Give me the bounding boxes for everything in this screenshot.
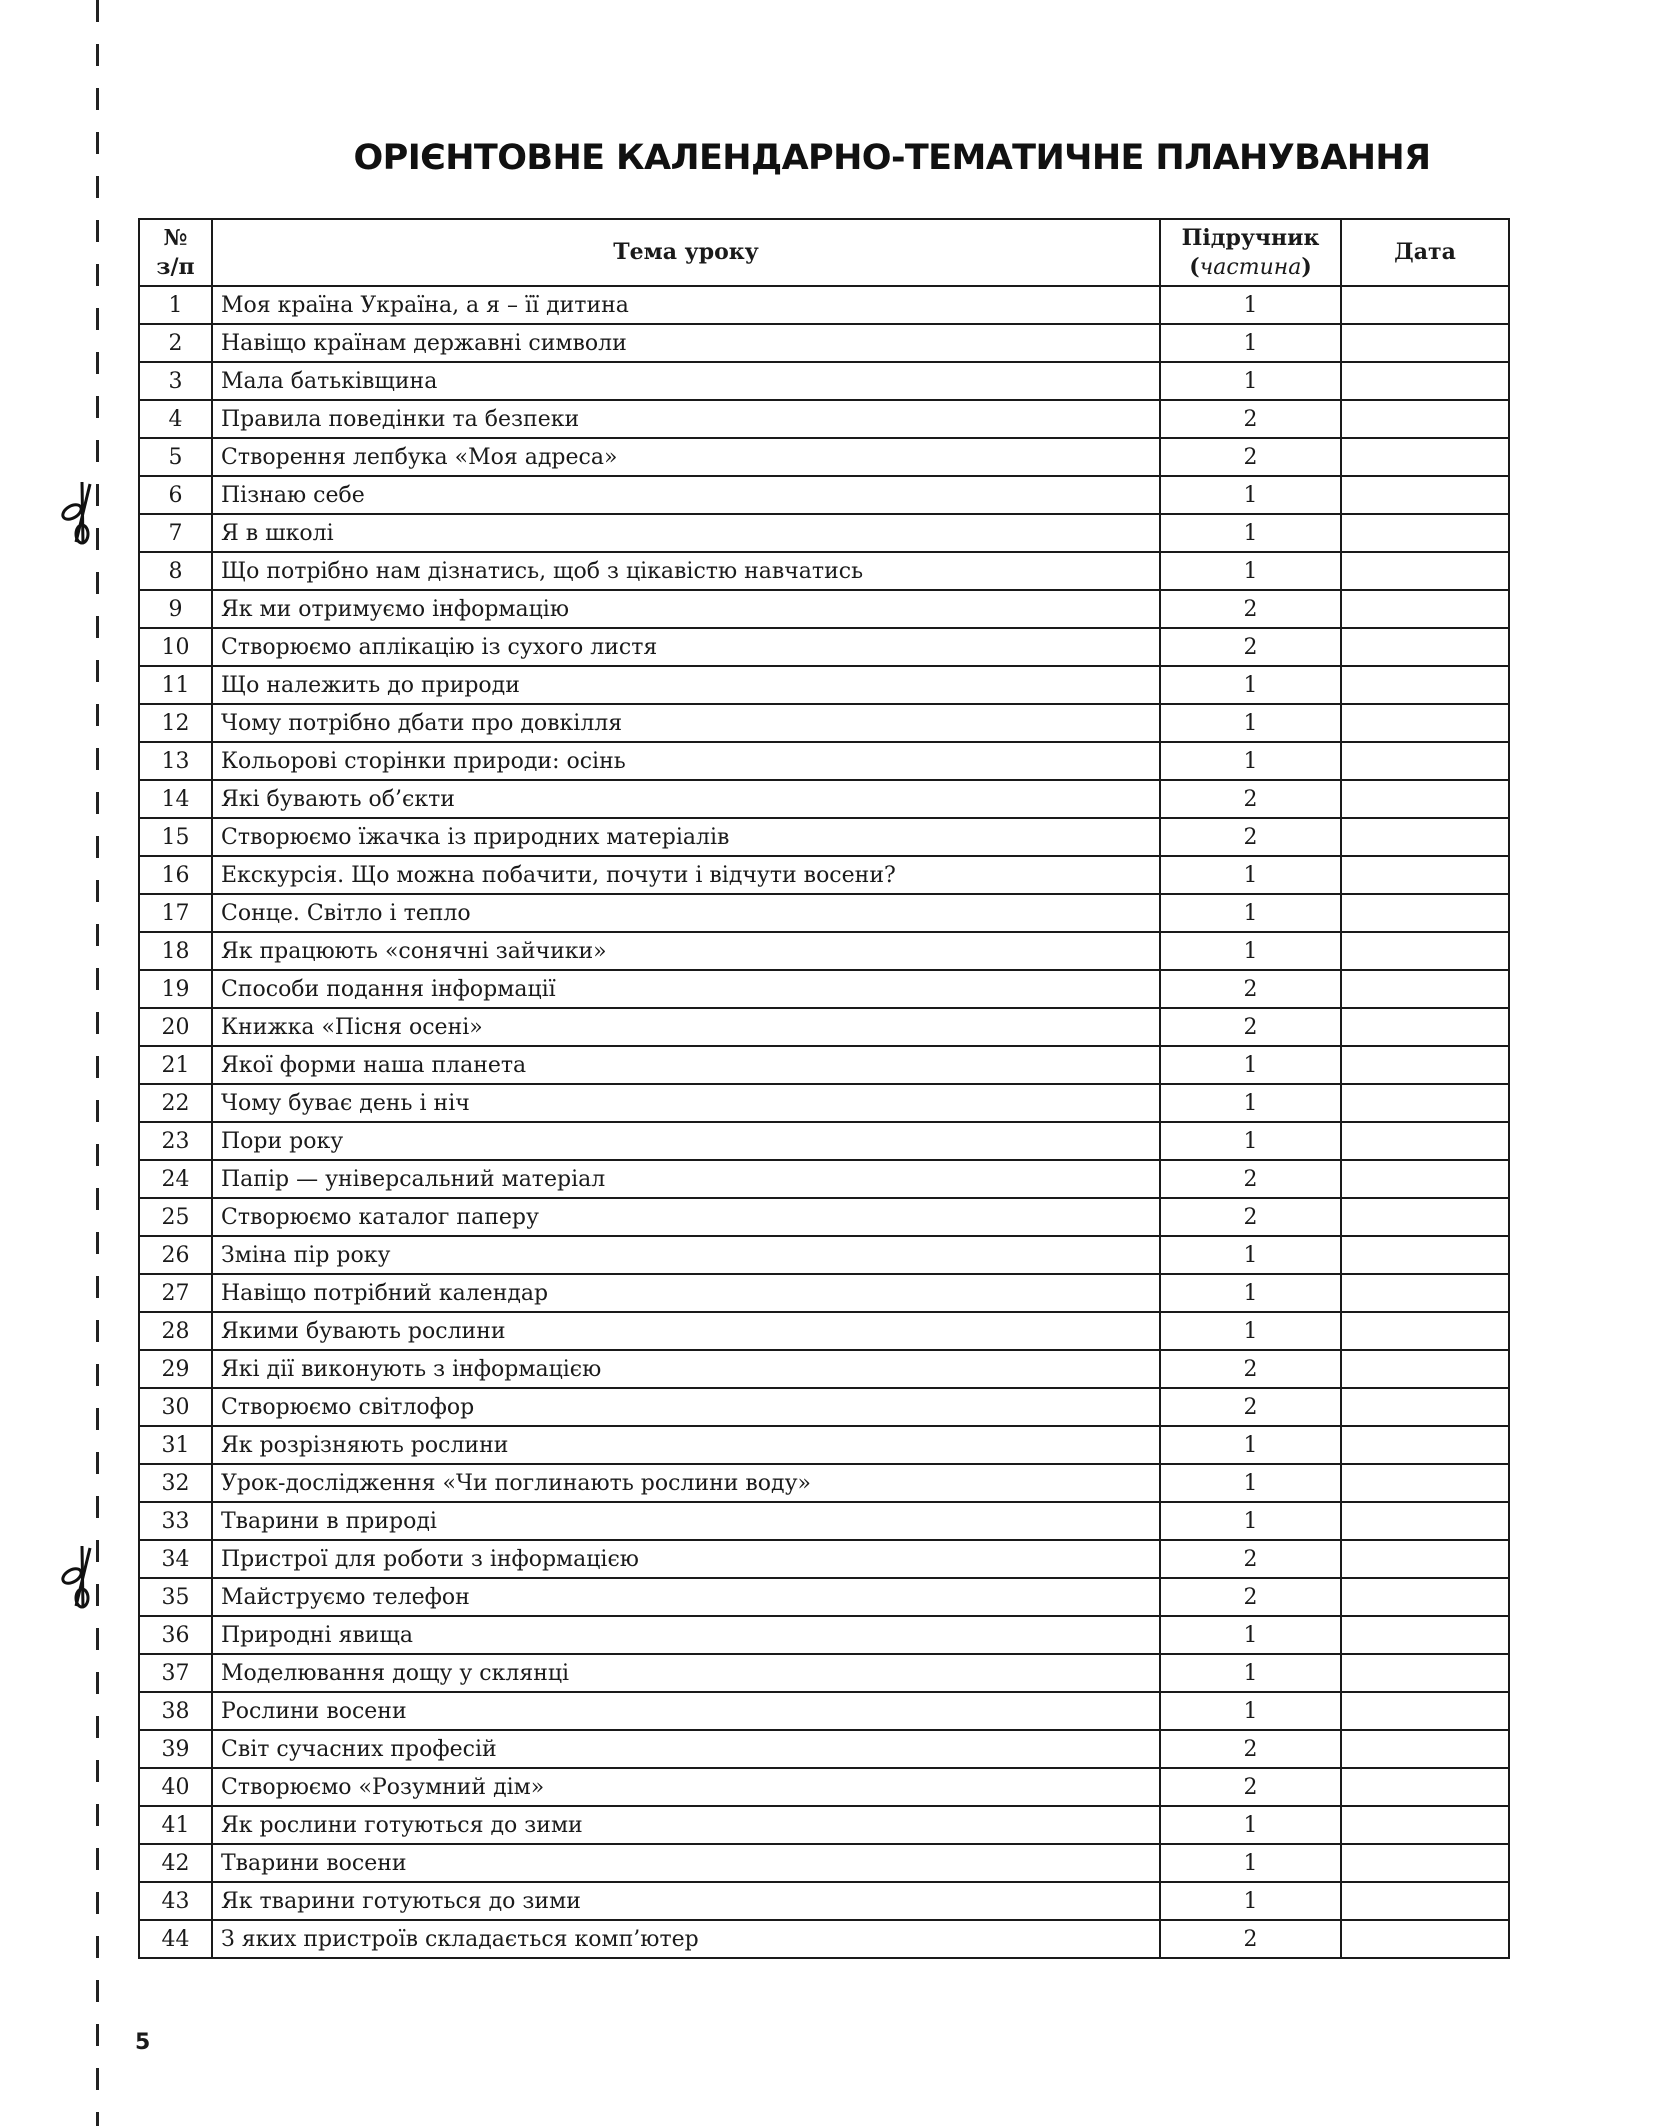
row-date-cell[interactable]: [1341, 1844, 1509, 1882]
row-topic-cell: Що потрібно нам дізнатись, щоб з цікавістю навчатись: [212, 552, 1160, 590]
row-number-cell: 35: [139, 1578, 212, 1616]
table-row: [139, 1692, 1509, 1730]
table-row: [139, 400, 1509, 438]
row-topic-cell: Моделювання дощу у склянці: [212, 1654, 1160, 1692]
table-row: [139, 780, 1509, 818]
row-topic-cell: Тварини восени: [212, 1844, 1160, 1882]
table-row: [139, 324, 1509, 362]
row-date-cell[interactable]: [1341, 1502, 1509, 1540]
row-textbook-part-cell: 1: [1160, 1806, 1341, 1844]
row-topic-cell: Які бувають об’єкти: [212, 780, 1160, 818]
planning-table: [138, 218, 1510, 1959]
row-number-cell: 8: [139, 552, 212, 590]
row-textbook-part-cell: 1: [1160, 1084, 1341, 1122]
row-topic-cell: Як працюють «сонячні зайчики»: [212, 932, 1160, 970]
row-topic-cell: Чому потрібно дбати про довкілля: [212, 704, 1160, 742]
table-row: [139, 1920, 1509, 1958]
row-date-cell[interactable]: [1341, 1388, 1509, 1426]
row-topic-cell: Тварини в природі: [212, 1502, 1160, 1540]
row-date-cell[interactable]: [1341, 1464, 1509, 1502]
table-row: [139, 628, 1509, 666]
table-row: [139, 286, 1509, 324]
table-row: [139, 362, 1509, 400]
table-row: [139, 1768, 1509, 1806]
row-date-cell[interactable]: [1341, 1692, 1509, 1730]
row-topic-cell: Зміна пір року: [212, 1236, 1160, 1274]
row-textbook-part-cell: 2: [1160, 1920, 1341, 1958]
row-number-cell: 3: [139, 362, 212, 400]
table-row: [139, 856, 1509, 894]
row-textbook-part-cell: 2: [1160, 1578, 1341, 1616]
row-topic-cell: Урок-дослідження «Чи поглинають рослини воду»: [212, 1464, 1160, 1502]
row-number-cell: 9: [139, 590, 212, 628]
row-textbook-part-cell: 2: [1160, 1730, 1341, 1768]
table-row: [139, 1350, 1509, 1388]
row-topic-cell: Моя країна Україна, а я – її дитина: [212, 286, 1160, 324]
table-row: [139, 1426, 1509, 1464]
row-number-cell: 43: [139, 1882, 212, 1920]
table-row: [139, 1274, 1509, 1312]
header-number-abbr: з/п: [156, 253, 195, 280]
row-textbook-part-cell: 2: [1160, 818, 1341, 856]
row-number-cell: 33: [139, 1502, 212, 1540]
table-row: [139, 1730, 1509, 1768]
row-topic-cell: Світ сучасних професій: [212, 1730, 1160, 1768]
row-date-cell[interactable]: [1341, 286, 1509, 324]
table-row: [139, 1236, 1509, 1274]
row-date-cell[interactable]: [1341, 856, 1509, 894]
row-number-cell: 42: [139, 1844, 212, 1882]
row-number-cell: 19: [139, 970, 212, 1008]
row-topic-cell: Кольорові сторінки природи: осінь: [212, 742, 1160, 780]
header-textbook: Підручник (частина): [1160, 219, 1341, 286]
row-textbook-part-cell: 2: [1160, 438, 1341, 476]
table-row: [139, 1464, 1509, 1502]
table-row: [139, 1160, 1509, 1198]
row-date-cell[interactable]: [1341, 1882, 1509, 1920]
row-textbook-part-cell: 1: [1160, 1502, 1341, 1540]
row-number-cell: 18: [139, 932, 212, 970]
row-date-cell[interactable]: [1341, 1046, 1509, 1084]
row-textbook-part-cell: 2: [1160, 1350, 1341, 1388]
table-row: [139, 1008, 1509, 1046]
row-textbook-part-cell: 2: [1160, 1388, 1341, 1426]
row-number-cell: 28: [139, 1312, 212, 1350]
table-row: [139, 742, 1509, 780]
row-topic-cell: Рослини восени: [212, 1692, 1160, 1730]
row-date-cell[interactable]: [1341, 704, 1509, 742]
row-date-cell[interactable]: [1341, 1274, 1509, 1312]
row-number-cell: 26: [139, 1236, 212, 1274]
row-number-cell: 10: [139, 628, 212, 666]
row-number-cell: 41: [139, 1806, 212, 1844]
row-number-cell: 7: [139, 514, 212, 552]
row-topic-cell: Мала батьківщина: [212, 362, 1160, 400]
row-textbook-part-cell: 2: [1160, 590, 1341, 628]
row-date-cell[interactable]: [1341, 628, 1509, 666]
header-number: [139, 219, 212, 286]
row-textbook-part-cell: 1: [1160, 894, 1341, 932]
row-topic-cell: Способи подання інформації: [212, 970, 1160, 1008]
row-date-cell[interactable]: [1341, 400, 1509, 438]
row-textbook-part-cell: 2: [1160, 1540, 1341, 1578]
row-date-cell[interactable]: [1341, 1312, 1509, 1350]
row-topic-cell: Майструємо телефон: [212, 1578, 1160, 1616]
row-date-cell[interactable]: [1341, 1198, 1509, 1236]
table-row: [139, 1882, 1509, 1920]
row-topic-cell: Створюємо каталог паперу: [212, 1198, 1160, 1236]
row-date-cell[interactable]: [1341, 514, 1509, 552]
row-number-cell: 24: [139, 1160, 212, 1198]
row-topic-cell: Навіщо країнам державні символи: [212, 324, 1160, 362]
row-textbook-part-cell: 1: [1160, 286, 1341, 324]
row-date-cell[interactable]: [1341, 894, 1509, 932]
row-date-cell[interactable]: [1341, 1236, 1509, 1274]
table-row: [139, 704, 1509, 742]
row-date-cell[interactable]: [1341, 362, 1509, 400]
row-date-cell[interactable]: [1341, 1616, 1509, 1654]
row-textbook-part-cell: 1: [1160, 514, 1341, 552]
row-topic-cell: Пристрої для роботи з інформацією: [212, 1540, 1160, 1578]
header-number-symbol: №: [163, 224, 188, 251]
row-number-cell: 37: [139, 1654, 212, 1692]
row-textbook-part-cell: 2: [1160, 780, 1341, 818]
row-number-cell: 11: [139, 666, 212, 704]
row-topic-cell: Створюємо «Розумний дім»: [212, 1768, 1160, 1806]
row-number-cell: 27: [139, 1274, 212, 1312]
row-date-cell[interactable]: [1341, 476, 1509, 514]
row-textbook-part-cell: 1: [1160, 1692, 1341, 1730]
row-topic-cell: Як розрізняють рослини: [212, 1426, 1160, 1464]
row-date-cell[interactable]: [1341, 932, 1509, 970]
row-date-cell[interactable]: [1341, 1578, 1509, 1616]
row-number-cell: 5: [139, 438, 212, 476]
row-number-cell: 38: [139, 1692, 212, 1730]
table-row: [139, 666, 1509, 704]
row-topic-cell: Сонце. Світло і тепло: [212, 894, 1160, 932]
row-number-cell: 39: [139, 1730, 212, 1768]
row-number-cell: 12: [139, 704, 212, 742]
table-row: [139, 1654, 1509, 1692]
row-number-cell: 30: [139, 1388, 212, 1426]
table-row: [139, 1806, 1509, 1844]
row-textbook-part-cell: 1: [1160, 1616, 1341, 1654]
row-topic-cell: Я в школі: [212, 514, 1160, 552]
row-date-cell[interactable]: [1341, 1654, 1509, 1692]
table-row: [139, 438, 1509, 476]
row-topic-cell: Навіщо потрібний календар: [212, 1274, 1160, 1312]
row-number-cell: 44: [139, 1920, 212, 1958]
row-topic-cell: Створюємо їжачка із природних матеріалів: [212, 818, 1160, 856]
row-textbook-part-cell: 1: [1160, 1882, 1341, 1920]
row-date-cell[interactable]: [1341, 742, 1509, 780]
row-topic-cell: Якими бувають рослини: [212, 1312, 1160, 1350]
row-topic-cell: Що належить до природи: [212, 666, 1160, 704]
row-date-cell[interactable]: [1341, 1730, 1509, 1768]
row-topic-cell: Якої форми наша планета: [212, 1046, 1160, 1084]
row-date-cell[interactable]: [1341, 1160, 1509, 1198]
header-textbook-part: частина: [1199, 254, 1302, 280]
header-topic: Тема уроку: [212, 219, 1160, 286]
row-number-cell: 36: [139, 1616, 212, 1654]
row-textbook-part-cell: 1: [1160, 1122, 1341, 1160]
table-row: [139, 1616, 1509, 1654]
row-topic-cell: Пори року: [212, 1122, 1160, 1160]
row-date-cell[interactable]: [1341, 818, 1509, 856]
row-date-cell[interactable]: [1341, 666, 1509, 704]
row-date-cell[interactable]: [1341, 1008, 1509, 1046]
row-topic-cell: Пізнаю себе: [212, 476, 1160, 514]
row-textbook-part-cell: 2: [1160, 400, 1341, 438]
row-date-cell[interactable]: [1341, 1122, 1509, 1160]
row-topic-cell: З яких пристроїв складається комп’ютер: [212, 1920, 1160, 1958]
row-textbook-part-cell: 1: [1160, 324, 1341, 362]
row-number-cell: 25: [139, 1198, 212, 1236]
row-number-cell: 20: [139, 1008, 212, 1046]
row-textbook-part-cell: 2: [1160, 628, 1341, 666]
row-number-cell: 4: [139, 400, 212, 438]
page-title: ОРІЄНТОВНЕ КАЛЕНДАРНО-ТЕМАТИЧНЕ ПЛАНУВАННЯ: [353, 138, 1431, 178]
row-topic-cell: Створюємо аплікацію із сухого листя: [212, 628, 1160, 666]
header-textbook-label: Підручник: [1181, 224, 1320, 251]
table-row: [139, 1198, 1509, 1236]
row-date-cell[interactable]: [1341, 1768, 1509, 1806]
row-textbook-part-cell: 1: [1160, 362, 1341, 400]
row-number-cell: 15: [139, 818, 212, 856]
table-row: [139, 1122, 1509, 1160]
table-row: [139, 818, 1509, 856]
row-topic-cell: Книжка «Пісня осені»: [212, 1008, 1160, 1046]
row-date-cell[interactable]: [1341, 438, 1509, 476]
table-row: [139, 894, 1509, 932]
row-number-cell: 23: [139, 1122, 212, 1160]
cut-line: [96, 0, 99, 2126]
row-topic-cell: Як ми отримуємо інформацію: [212, 590, 1160, 628]
row-textbook-part-cell: 1: [1160, 932, 1341, 970]
row-number-cell: 31: [139, 1426, 212, 1464]
row-textbook-part-cell: 2: [1160, 970, 1341, 1008]
row-textbook-part-cell: 1: [1160, 1844, 1341, 1882]
scissors-icon: [52, 478, 112, 548]
row-number-cell: 40: [139, 1768, 212, 1806]
row-date-cell[interactable]: [1341, 1426, 1509, 1464]
row-topic-cell: Папір — універсальний матеріал: [212, 1160, 1160, 1198]
row-textbook-part-cell: 1: [1160, 1274, 1341, 1312]
row-date-cell[interactable]: [1341, 552, 1509, 590]
row-textbook-part-cell: 1: [1160, 742, 1341, 780]
row-textbook-part-cell: 1: [1160, 476, 1341, 514]
row-topic-cell: Які дії виконують з інформацією: [212, 1350, 1160, 1388]
row-topic-cell: Створюємо світлофор: [212, 1388, 1160, 1426]
row-date-cell[interactable]: [1341, 324, 1509, 362]
header-date: Дата: [1341, 219, 1509, 286]
table-row: [139, 552, 1509, 590]
row-date-cell[interactable]: [1341, 1084, 1509, 1122]
row-topic-cell: Як рослини готуються до зими: [212, 1806, 1160, 1844]
row-number-cell: 2: [139, 324, 212, 362]
table-row: [139, 1502, 1509, 1540]
table-row: [139, 932, 1509, 970]
table-row: [139, 1046, 1509, 1084]
row-number-cell: 6: [139, 476, 212, 514]
row-date-cell[interactable]: [1341, 1806, 1509, 1844]
row-textbook-part-cell: 2: [1160, 1008, 1341, 1046]
row-textbook-part-cell: 1: [1160, 1654, 1341, 1692]
row-date-cell[interactable]: [1341, 1350, 1509, 1388]
row-textbook-part-cell: 1: [1160, 1046, 1341, 1084]
row-topic-cell: Правила поведінки та безпеки: [212, 400, 1160, 438]
table-row: [139, 970, 1509, 1008]
row-topic-cell: Чому буває день і ніч: [212, 1084, 1160, 1122]
table-row: [139, 1312, 1509, 1350]
table-row: [139, 476, 1509, 514]
row-textbook-part-cell: 1: [1160, 1312, 1341, 1350]
row-topic-cell: Створення лепбука «Моя адреса»: [212, 438, 1160, 476]
row-date-cell[interactable]: [1341, 970, 1509, 1008]
row-textbook-part-cell: 1: [1160, 552, 1341, 590]
row-number-cell: 29: [139, 1350, 212, 1388]
page-number: 5: [135, 2030, 151, 2055]
row-number-cell: 32: [139, 1464, 212, 1502]
row-textbook-part-cell: 2: [1160, 1160, 1341, 1198]
table-row: [139, 514, 1509, 552]
row-textbook-part-cell: 1: [1160, 666, 1341, 704]
row-number-cell: 13: [139, 742, 212, 780]
row-number-cell: 17: [139, 894, 212, 932]
row-textbook-part-cell: 2: [1160, 1768, 1341, 1806]
row-number-cell: 34: [139, 1540, 212, 1578]
row-number-cell: 1: [139, 286, 212, 324]
table-row: [139, 1844, 1509, 1882]
row-textbook-part-cell: 1: [1160, 856, 1341, 894]
row-topic-cell: Природні явища: [212, 1616, 1160, 1654]
row-number-cell: 14: [139, 780, 212, 818]
row-textbook-part-cell: 1: [1160, 704, 1341, 742]
row-date-cell[interactable]: [1341, 780, 1509, 818]
table-row: [139, 1540, 1509, 1578]
row-number-cell: 21: [139, 1046, 212, 1084]
row-date-cell[interactable]: [1341, 1920, 1509, 1958]
row-textbook-part-cell: 1: [1160, 1236, 1341, 1274]
table-row: [139, 590, 1509, 628]
row-textbook-part-cell: 1: [1160, 1426, 1341, 1464]
row-number-cell: 16: [139, 856, 212, 894]
row-textbook-part-cell: 2: [1160, 1198, 1341, 1236]
table-row: [139, 1388, 1509, 1426]
scissors-icon: [52, 1542, 112, 1612]
table-row: [139, 1578, 1509, 1616]
row-topic-cell: Екскурсія. Що можна побачити, почути і відчути восени?: [212, 856, 1160, 894]
table-row: [139, 1084, 1509, 1122]
row-date-cell[interactable]: [1341, 1540, 1509, 1578]
row-date-cell[interactable]: [1341, 590, 1509, 628]
table-header-row: [139, 219, 1509, 286]
row-number-cell: 22: [139, 1084, 212, 1122]
row-topic-cell: Як тварини готуються до зими: [212, 1882, 1160, 1920]
row-textbook-part-cell: 1: [1160, 1464, 1341, 1502]
